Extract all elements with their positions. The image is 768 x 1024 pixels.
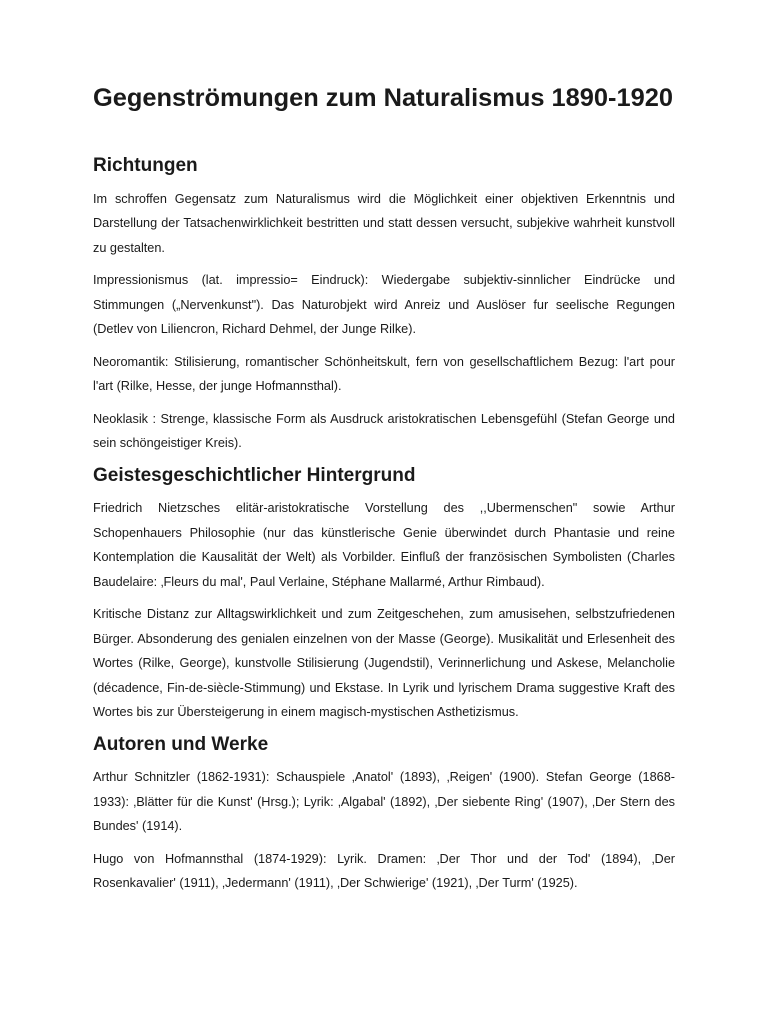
document-page <box>93 86 675 904</box>
section-richtungen <box>93 154 675 456</box>
section-heading: Geistesgeschichtlicher Hintergrund <box>93 464 416 486</box>
document-title: Gegenströmungen zum Naturalismus 1890-1920 <box>93 84 673 112</box>
section-autoren-und-werke <box>93 733 675 896</box>
section-heading: Autoren und Werke <box>93 733 269 755</box>
paragraph: Neoklasik : Strenge, klassische Form als Ausdruck aristokratischen Lebensgefühl (Stefan George und sein schöngeistiger Kreis). <box>93 411 675 450</box>
title-spacer <box>93 111 675 154</box>
paragraph: Im schroffen Gegensatz zum Naturalismus wird die Möglichkeit einer objektiven Erkenntnis und Darstellung der Tatsachenwirklichkeit bestritten und statt dessen versucht, subjekive wahrheit kunstvoll zu gestalten. <box>93 191 675 255</box>
paragraph: Impressionismus (lat. impressio= Eindruck): Wiedergabe subjektiv-sinnlicher Eindrücke und Stimmungen („Nervenkunst"). Das Naturobjekt wird Anreiz und Auslöser fur seelische Regungen (Detlev von Liliencron, Richard Dehmel, der Junge Rilke). <box>93 273 675 336</box>
paragraph: Arthur Schnitzler (1862-1931): Schauspiele ‚Anatol' (1893), ‚Reigen' (1900). Stefan George (1868-1933): ‚Blätter für die Kunst' (Hrsg.); Lyrik: ‚Algabal' (1892), ‚Der siebente Ring' (1907), ‚Der Stern des Bundes' (1914). <box>93 770 675 833</box>
section-hintergrund <box>93 464 675 725</box>
section-heading: Richtungen <box>93 155 198 176</box>
paragraph: Friedrich Nietzsches elitär-aristokratische Vorstellung des ,,Ubermenschen" sowie Arthur Schopenhauers Philosophie (nur das künstlerische Genie überwindet durch Phantasie und reine Kontemplation die Kausalität der Welt) als Vorbilder. Einfluß der französischen Symbolisten (Charles Baudelaire: ‚Fleurs du mal', Paul Verlaine, Stéphane Mallarmé, Arthur Rimbaud). <box>93 501 675 589</box>
paragraph: Hugo von Hofmannsthal (1874-1929): Lyrik. Dramen: ‚Der Thor und der Tod' (1894), ‚Der Rosenkavalier' (1911), ‚Jedermann' (1911), ‚Der Schwierige' (1921), ‚Der Turm' (1925). <box>93 851 675 890</box>
paragraph: Kritische Distanz zur Alltagswirklichkeit und zum Zeitgeschehen, zum amusisehen, selbstzufriedenen Bürger. Absonderung des genialen einzelnen von der Masse (George). Musikalität und Erlesenheit des Wortes (Rilke, George), kunstvolle Stilisierung (Jugendstil), Verinnerlichung und Askese, Melancholie (décadence, Fin-de-siècle-Stimmung) und Ekstase. In Lyrik und lyrischem Drama suggestive Kraft des Wortes bis zur Übersteigerung in einem magisch-mystischen Asthetizismus. <box>93 607 675 719</box>
paragraph: Neoromantik: Stilisierung, romantischer Schönheitskult, fern von gesellschaftlichem Bezug: l'art pour l'art (Rilke, Hesse, der junge Hofmannsthal). <box>93 354 675 393</box>
